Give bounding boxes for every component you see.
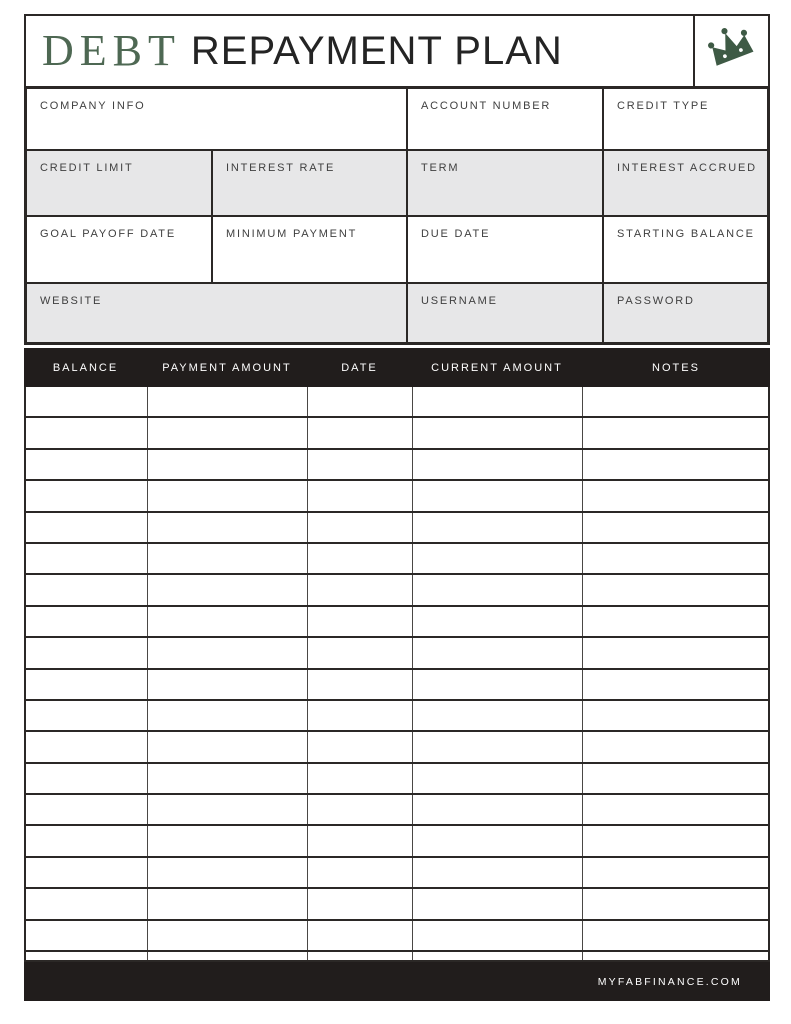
table-cell[interactable] xyxy=(148,544,308,573)
table-cell[interactable] xyxy=(413,826,583,855)
table-cell[interactable] xyxy=(26,450,148,479)
table-cell[interactable] xyxy=(583,387,768,416)
table-row xyxy=(26,921,768,952)
table-cell[interactable] xyxy=(413,513,583,542)
table-cell[interactable] xyxy=(148,670,308,699)
website-label: WEBSITE xyxy=(40,295,103,307)
term-label: TERM xyxy=(421,162,460,174)
table-cell[interactable] xyxy=(308,513,413,542)
due-date-label: DUE DATE xyxy=(421,228,491,240)
due-date-field[interactable] xyxy=(407,216,603,283)
table-cell[interactable] xyxy=(413,670,583,699)
table-row xyxy=(26,732,768,763)
table-cell[interactable] xyxy=(308,795,413,824)
notes-column-header: NOTES xyxy=(652,361,700,374)
credit-type-label: CREDIT TYPE xyxy=(617,100,710,112)
footer-site-url: MYFABFINANCE.COM xyxy=(597,975,742,988)
table-cell[interactable] xyxy=(583,513,768,542)
interest-rate-label: INTEREST RATE xyxy=(226,162,336,174)
table-cell[interactable] xyxy=(308,701,413,730)
table-cell[interactable] xyxy=(413,921,583,950)
table-cell[interactable] xyxy=(308,732,413,761)
table-cell[interactable] xyxy=(583,921,768,950)
table-cell[interactable] xyxy=(583,575,768,604)
table-cell[interactable] xyxy=(26,858,148,887)
table-cell[interactable] xyxy=(308,607,413,636)
table-cell[interactable] xyxy=(26,889,148,918)
logo-cell xyxy=(693,16,768,86)
date-column-header: DATE xyxy=(341,361,378,374)
table-cell[interactable] xyxy=(148,826,308,855)
table-cell[interactable] xyxy=(413,607,583,636)
credit-type-field[interactable] xyxy=(603,88,768,150)
username-label: USERNAME xyxy=(421,295,498,307)
table-row xyxy=(26,764,768,795)
table-cell[interactable] xyxy=(583,889,768,918)
table-cell[interactable] xyxy=(308,921,413,950)
table-cell[interactable] xyxy=(26,638,148,667)
table-cell[interactable] xyxy=(413,638,583,667)
table-cell[interactable] xyxy=(26,544,148,573)
table-cell[interactable] xyxy=(26,921,148,950)
interest-accrued-field[interactable] xyxy=(603,150,768,216)
payment-amount-column-header: PAYMENT AMOUNT xyxy=(162,361,292,374)
table-cell[interactable] xyxy=(413,858,583,887)
table-cell[interactable] xyxy=(26,795,148,824)
table-cell[interactable] xyxy=(26,607,148,636)
debt-repayment-sheet xyxy=(24,14,770,1001)
table-row xyxy=(26,858,768,889)
table-cell[interactable] xyxy=(26,952,148,960)
table-cell[interactable] xyxy=(413,889,583,918)
table-cell[interactable] xyxy=(413,795,583,824)
table-cell[interactable] xyxy=(308,764,413,793)
table-row xyxy=(26,481,768,512)
tracker-body xyxy=(24,387,770,962)
table-row xyxy=(26,889,768,920)
credit-limit-label: CREDIT LIMIT xyxy=(40,162,134,174)
table-cell[interactable] xyxy=(413,764,583,793)
account-number-label: ACCOUNT NUMBER xyxy=(421,100,552,112)
table-cell[interactable] xyxy=(583,764,768,793)
page-title-accent: DEBT xyxy=(42,26,181,75)
table-cell[interactable] xyxy=(413,575,583,604)
table-cell[interactable] xyxy=(148,513,308,542)
table-row xyxy=(26,638,768,669)
table-cell[interactable] xyxy=(583,450,768,479)
table-cell[interactable] xyxy=(148,575,308,604)
table-cell[interactable] xyxy=(148,795,308,824)
interest-accrued-label: INTEREST ACCRUED xyxy=(617,162,757,174)
table-cell[interactable] xyxy=(26,575,148,604)
term-field[interactable] xyxy=(407,150,603,216)
table-cell[interactable] xyxy=(308,418,413,447)
table-cell[interactable] xyxy=(413,387,583,416)
starting-balance-label: STARTING BALANCE xyxy=(617,228,755,240)
table-row xyxy=(26,450,768,481)
table-cell[interactable] xyxy=(583,858,768,887)
table-cell[interactable] xyxy=(308,826,413,855)
password-field[interactable] xyxy=(603,283,768,343)
table-cell[interactable] xyxy=(308,387,413,416)
table-row xyxy=(26,607,768,638)
company-info-label: COMPANY INFO xyxy=(40,100,146,112)
table-row xyxy=(26,826,768,857)
table-row xyxy=(26,513,768,544)
table-cell[interactable] xyxy=(583,952,768,960)
table-cell[interactable] xyxy=(148,732,308,761)
table-cell[interactable] xyxy=(583,732,768,761)
tracker-header-row xyxy=(24,348,770,387)
table-cell[interactable] xyxy=(583,607,768,636)
table-cell[interactable] xyxy=(26,701,148,730)
table-cell[interactable] xyxy=(308,889,413,918)
table-row xyxy=(26,701,768,732)
table-cell[interactable] xyxy=(308,481,413,510)
table-cell[interactable] xyxy=(26,418,148,447)
table-cell[interactable] xyxy=(308,544,413,573)
credit-limit-field[interactable] xyxy=(26,150,212,216)
table-cell[interactable] xyxy=(308,952,413,960)
table-cell[interactable] xyxy=(26,732,148,761)
current-amount-column-header: CURRENT AMOUNT xyxy=(431,361,563,374)
table-cell[interactable] xyxy=(148,481,308,510)
table-row xyxy=(26,670,768,701)
table-cell[interactable] xyxy=(148,450,308,479)
password-label: PASSWORD xyxy=(617,295,695,307)
table-cell[interactable] xyxy=(413,418,583,447)
goal-payoff-date-field[interactable] xyxy=(26,216,212,283)
table-cell[interactable] xyxy=(26,481,148,510)
starting-balance-field[interactable] xyxy=(603,216,768,283)
payment-tracker-table xyxy=(24,348,770,962)
table-cell[interactable] xyxy=(413,481,583,510)
table-cell[interactable] xyxy=(583,418,768,447)
account-number-field[interactable] xyxy=(407,88,603,150)
table-row xyxy=(26,952,768,962)
goal-payoff-date-label: GOAL PAYOFF DATE xyxy=(40,228,176,240)
table-cell[interactable] xyxy=(148,607,308,636)
footer-bar xyxy=(24,962,770,1001)
table-cell[interactable] xyxy=(148,889,308,918)
website-field[interactable] xyxy=(26,283,407,343)
table-cell[interactable] xyxy=(583,795,768,824)
interest-rate-field[interactable] xyxy=(212,150,407,216)
table-row xyxy=(26,575,768,606)
table-cell[interactable] xyxy=(413,732,583,761)
account-info-form xyxy=(24,88,770,345)
page-title-rest: REPAYMENT PLAN xyxy=(190,29,563,73)
table-cell[interactable] xyxy=(148,638,308,667)
table-cell[interactable] xyxy=(148,952,308,960)
table-cell[interactable] xyxy=(308,858,413,887)
table-cell[interactable] xyxy=(26,387,148,416)
table-cell[interactable] xyxy=(413,544,583,573)
minimum-payment-field[interactable] xyxy=(212,216,407,283)
table-cell[interactable] xyxy=(308,575,413,604)
table-row xyxy=(26,795,768,826)
table-cell[interactable] xyxy=(148,858,308,887)
table-cell[interactable] xyxy=(583,670,768,699)
table-cell[interactable] xyxy=(583,481,768,510)
page-title xyxy=(26,16,693,86)
table-cell[interactable] xyxy=(308,450,413,479)
table-row xyxy=(26,418,768,449)
table-cell[interactable] xyxy=(148,387,308,416)
table-cell[interactable] xyxy=(413,450,583,479)
table-cell[interactable] xyxy=(308,638,413,667)
table-cell[interactable] xyxy=(148,764,308,793)
table-cell[interactable] xyxy=(26,826,148,855)
username-field[interactable] xyxy=(407,283,603,343)
balance-column-header: BALANCE xyxy=(52,361,119,374)
table-cell[interactable] xyxy=(583,544,768,573)
table-cell[interactable] xyxy=(413,701,583,730)
title-block xyxy=(24,14,770,88)
table-cell[interactable] xyxy=(583,701,768,730)
table-cell[interactable] xyxy=(148,418,308,447)
table-cell[interactable] xyxy=(308,670,413,699)
table-cell[interactable] xyxy=(26,513,148,542)
table-cell[interactable] xyxy=(583,826,768,855)
table-cell[interactable] xyxy=(26,764,148,793)
minimum-payment-label: MINIMUM PAYMENT xyxy=(226,228,358,240)
crown-dollar-icon xyxy=(706,25,758,78)
table-cell[interactable] xyxy=(148,921,308,950)
table-row xyxy=(26,387,768,418)
table-cell[interactable] xyxy=(148,701,308,730)
table-row xyxy=(26,544,768,575)
company-info-field[interactable] xyxy=(26,88,407,150)
table-cell[interactable] xyxy=(583,638,768,667)
table-cell[interactable] xyxy=(26,670,148,699)
table-cell[interactable] xyxy=(413,952,583,960)
